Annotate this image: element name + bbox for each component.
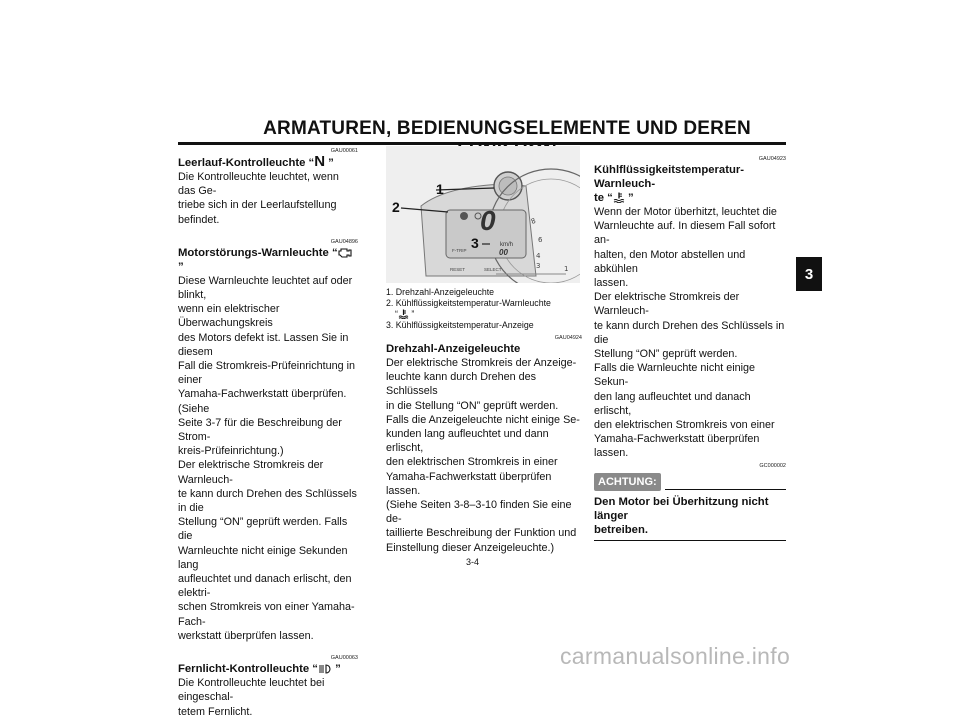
- section-code: GAU04923: [758, 156, 786, 162]
- section-code: GAU00061: [330, 148, 358, 154]
- section-title-rpm-indicator: Drehzahl-Anzeigeleuchte: [386, 343, 521, 355]
- caution-bottom-rule: [594, 540, 786, 541]
- section-title-neutral: Leerlauf-Kontrolleuchte “N ”: [178, 153, 334, 170]
- page-header-title: ARMATUREN, BEDIENUNGSELEMENTE UND DEREN: [263, 118, 751, 139]
- caption-2-symbol: “ ”: [395, 309, 415, 319]
- coolant-temperature-icon: [613, 192, 625, 203]
- high-beam-icon: [318, 664, 332, 674]
- caution-label: ACHTUNG:: [594, 473, 661, 491]
- figure-captions: [386, 287, 582, 331]
- caption-3: 3. Kühlflüssigkeitstemperatur-Anzeige: [386, 320, 534, 330]
- instrument-cluster-figure: [386, 146, 580, 283]
- right-column: [594, 156, 786, 541]
- svg-text:1: 1: [564, 265, 569, 273]
- engine-warning-icon: [338, 247, 353, 258]
- callout-2: 2: [392, 199, 400, 215]
- section-body-coolant-warning: Wenn der Motor überhitzt, leuchtet die Warnleuchte auf. In diesem Fall sofort an- halten, den Motor abstellen und abkühlen lassen. Der elektrische Stromkreis der Warnleuch- te kann durch Drehen des Schlüssels in die Stellung “ON” geprüft werden. Falls die Warnleuchte nicht einige Sekun- den lang aufleuchtet und danach erlischt, den elektrischen Stromkreis von einer Yamaha-Fachwerkstatt überprüfen lassen.: [594, 206, 785, 460]
- caution-code: GC000002: [759, 462, 786, 469]
- section-body-rpm-indicator: Der elektrische Stromkreis der Anzeige- leuchte kann durch Drehen des Schlüssels in die Stellung “ON” geprüft werden. Falls die Anzeigeleuchte nicht einige Se- kunden lang aufleuchtet und dann erlischt, den elektrischen Stromkreis in einer Yamaha-Fachwerkstatt überprüfen lassen. (Siehe Seiten 3-8–3-10 finden Sie eine de- taillierte Beschreibung der Funktion und Einstellung dieser Anzeigeleuchte.): [386, 357, 580, 554]
- caution-rule: [665, 489, 786, 490]
- section-title-coolant-warning: Kühlflüssigkeitstemperatur-Warnleuch- te “ ”: [594, 164, 745, 204]
- section-body-high-beam: Die Kontrolleuchte leuchtet bei eingeschal- tetem Fernlicht.: [178, 677, 325, 718]
- section-code: GAU00063: [330, 655, 358, 662]
- coolant-temperature-icon: [398, 309, 409, 319]
- speed-unit: km/h: [500, 242, 514, 248]
- caution-text: Den Motor bei Überhitzung nicht länger betreiben.: [594, 495, 769, 536]
- section-body-neutral: Die Kontrolleuchte leuchtet, wenn das Ge- triebe sich in der Leerlaufstellung befindet.: [178, 171, 339, 226]
- header-rule: [178, 142, 786, 145]
- watermark: carmanualsonline.info: [560, 643, 791, 669]
- section-title-high-beam: Fernlicht-Kontrolleuchte “ ”: [178, 663, 341, 676]
- callout-1: 1: [436, 181, 444, 197]
- section-title-engine-warning: Motorstörungs-Warnleuchte “ ”: [178, 246, 358, 274]
- caption-1: 1. Drehzahl-Anzeigeleuchte: [386, 287, 495, 297]
- neutral-symbol: N: [314, 153, 326, 170]
- svg-text:6: 6: [538, 236, 543, 244]
- svg-text:4: 4: [536, 252, 541, 260]
- trip-label: F-TRIP: [452, 248, 467, 253]
- svg-text:3: 3: [536, 262, 541, 270]
- caution-header: [594, 473, 786, 491]
- speed-digit: 0: [480, 205, 496, 236]
- callout-3: 3: [471, 235, 479, 251]
- caption-2: 2. Kühlflüssigkeitstemperatur-Warnleuchte: [386, 298, 551, 308]
- reset-button-label: RESET: [450, 267, 466, 272]
- chapter-tab: 3: [796, 257, 822, 291]
- section-body-engine-warning: Diese Warnleuchte leuchtet auf oder blinkt, wenn ein elektrischer Überwachungskreis des Motors defekt ist. Lassen Sie in diesem Fall die Stromkreis-Prüfeinrichtung in einer Yamaha-Fachwerkstatt überprüfen. (Siehe Seite 3-7 für die Beschreibung der Strom- kreis-Prüfeinrichtung.) Der elektrische Stromkreis der Warnleuch- te kann durch Drehen des Schlüssels in die Stellung “ON” geprüft werden. Falls die Warnleuchte nicht einige Sekunden lang aufleuchtet und danach erlischt, den elektri- schen Stromkreis von einer Yamaha-Fach- werkstatt überprüfen lassen.: [178, 274, 357, 642]
- middle-column: [386, 146, 582, 555]
- left-column: [178, 148, 358, 719]
- section-code: GAU04924: [554, 335, 582, 341]
- svg-text:8: 8: [529, 216, 537, 226]
- section-code: GAU04896: [330, 238, 358, 245]
- select-button-label: SELECT: [484, 267, 502, 272]
- sub-digits: 00: [499, 248, 508, 257]
- page-number: 3-4: [466, 557, 480, 567]
